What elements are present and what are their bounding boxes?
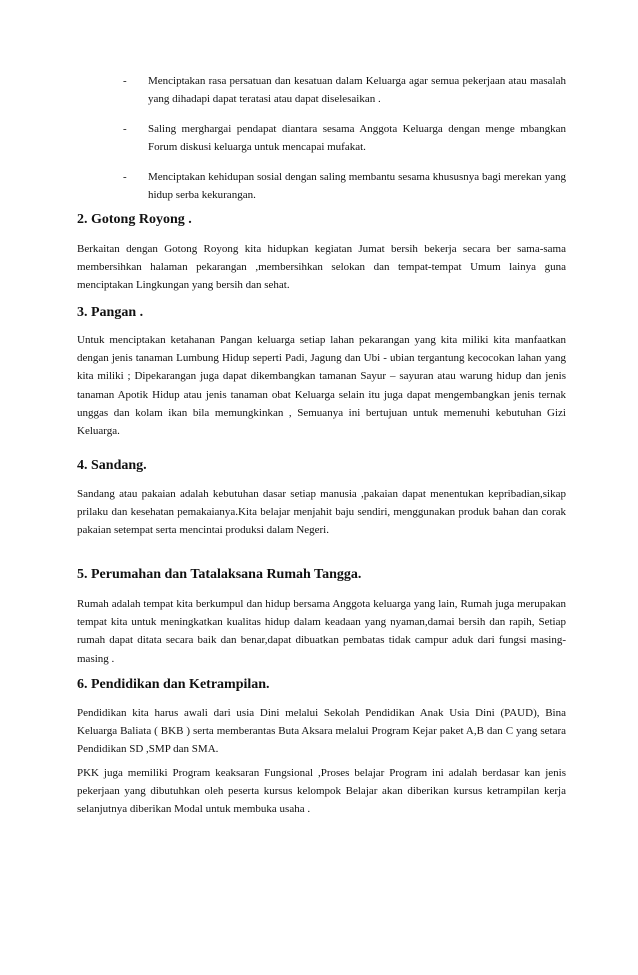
bullet-item <box>118 168 566 204</box>
section-heading-pangan: 3. Pangan . <box>77 305 144 320</box>
section-paragraph: Sandang atau pakaian adalah kebutuhan dasar setiap manusia ,pakaian dapat menentukan kepribadian,sikap prilaku dan kesehatan pemakaianya.Kita belajar menjahit baju sendiri, menggunakan produk bahan dan corak pakaian setempat serta mencintai produksi dalam Negeri. <box>77 488 566 537</box>
bullet-text: Saling merghargai pendapat diantara sesama Anggota Keluarga dengan menge mbangkan Forum diskusi keluarga untuk mencapai mufakat. <box>148 123 566 153</box>
section-heading-pendidikan: 6. Pendidikan dan Ketrampilan. <box>77 677 270 692</box>
section-heading-gotong-royong: 2. Gotong Royong . <box>77 212 192 227</box>
section-heading-sandang: 4. Sandang. <box>77 458 147 473</box>
bullet-dash: - <box>123 123 127 135</box>
section-paragraph: Untuk menciptakan ketahanan Pangan keluarga setiap lahan pekarangan yang kita miliki kita manfaatkan dengan jenis tanaman Lumbung Hidup seperti Padi, Jagung dan Ubi - ubian tergantung kecocokan lahan yang kita miliki ; Dipekarangan juga dapat dikembangkan tamanan Sayur – sayuran atau warung hidup dan jenis tanaman Apotik Hidup atau jenis tanaman obat Keluarga selain itu juga dapat mengembangkan jenis ternak unggas dan kolam ikan bila memungkinkan , Semuanya ini bertujuan untuk memenuhi kebutuhan Gizi Keluarga. <box>77 334 566 438</box>
bullet-dash: - <box>123 75 127 87</box>
bullet-text: Menciptakan rasa persatuan dan kesatuan dalam Keluarga agar semua pekerjaan atau masalah yang dihadapi dapat teratasi atau dapat diselesaikan . <box>148 75 566 105</box>
section-paragraph: Berkaitan dengan Gotong Royong kita hidupkan kegiatan Jumat bersih bekerja secara ber sama-sama membersihkan halaman pekarangan ,membersihkan selokan dan tempat-tempat Umum lainya guna menciptakan Lingkungan yang bersih dan sehat. <box>77 243 566 292</box>
section-heading-perumahan: 5. Perumahan dan Tatalaksana Rumah Tangga. <box>77 567 362 582</box>
bullet-item <box>118 72 566 108</box>
bullet-text: Menciptakan kehidupan sosial dengan saling membantu sesama khususnya bagi merekan yang hidup serba kekurangan. <box>148 171 566 201</box>
section-paragraph: PKK juga memiliki Program keaksaran Fungsional ,Proses belajar Program ini adalah berdasar kan jenis pekerjaan yang dibutuhkan oleh peserta kursus kelompok Belajar akan diberikan kursus ketrampilan kerja selanjutnya diberikan Modal untuk membuka usaha . <box>77 767 566 816</box>
bullet-list <box>118 72 566 216</box>
section-paragraph: Rumah adalah tempat kita berkumpul dan hidup bersama Anggota keluarga yang lain, Rumah juga merupakan tempat kita untuk meningkatkan kualitas hidup dalam keadaan yang nyaman,damai bersih dan rapih, Setiap rumah dapat ditata secara baik dan benar,dapat dibuatkan pembatas tidak campur aduk dari fungsi masing-masing . <box>77 598 566 665</box>
bullet-item <box>118 120 566 156</box>
bullet-dash: - <box>123 171 127 183</box>
section-paragraph: Pendidikan kita harus awali dari usia Dini melalui Sekolah Pendidikan Anak Usia Dini (PAUD), Bina Keluarga Baliata ( BKB ) serta memberantas Buta Aksara melalui Program Kejar paket A,B dan C yang setara Pendidikan SD ,SMP dan SMA. <box>77 707 566 756</box>
